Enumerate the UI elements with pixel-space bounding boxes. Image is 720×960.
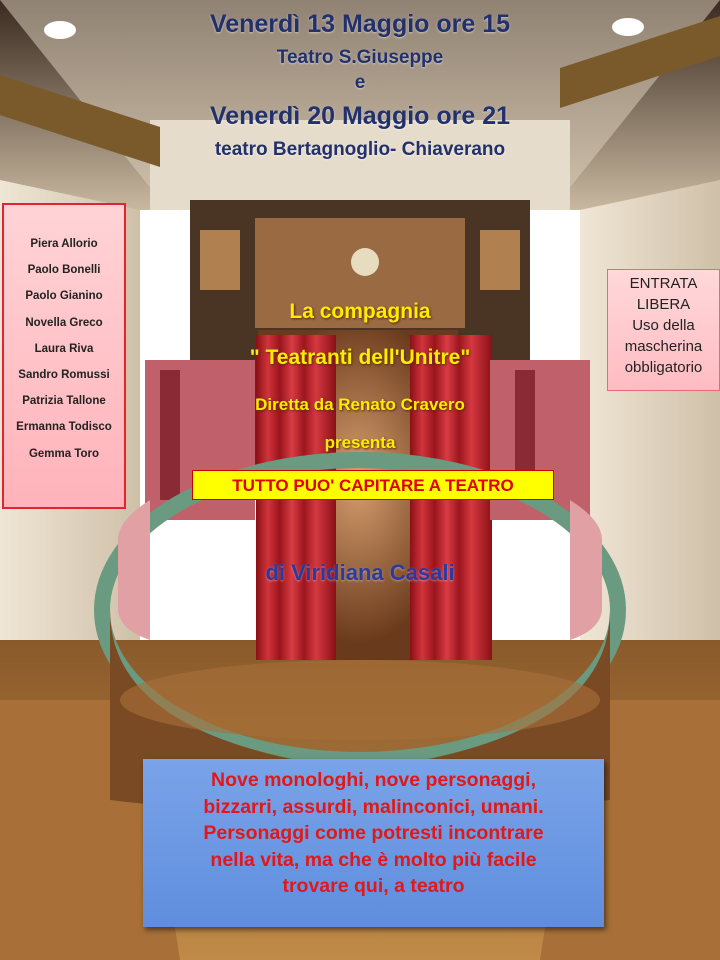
- entry-line: mascherina: [624, 338, 703, 355]
- entry-line: Uso della: [632, 317, 695, 334]
- description-line: trovare qui, a teatro: [282, 875, 465, 897]
- cast-member: Paolo Bonelli: [27, 264, 101, 277]
- date-first: Venerdì 13 Maggio ore 15: [209, 10, 511, 38]
- cast-box: [2, 203, 126, 509]
- director-line: Diretta da Renato Cravero: [255, 395, 465, 414]
- venue-second: teatro Bertagnoglio- Chiaverano: [214, 139, 506, 160]
- cast-member: Piera Allorio: [30, 238, 98, 250]
- cast-member: Novella Greco: [25, 316, 103, 329]
- cast-member: Sandro Romussi: [18, 368, 110, 381]
- description-line: Personaggi come potresti incontrare: [203, 822, 544, 844]
- cast-member: Ermanna Todisco: [16, 421, 112, 434]
- entry-line: ENTRATA: [629, 275, 698, 292]
- company-intro: La compagnia: [289, 300, 431, 323]
- entry-line: LIBERA: [636, 296, 691, 313]
- show-title: TUTTO PUO' CAPITARE A TEATRO: [192, 470, 554, 500]
- company-name: " Teatranti dell'Unitre": [249, 346, 471, 369]
- date-second: Venerdì 20 Maggio ore 21: [209, 102, 511, 130]
- cast-member: Paolo Gianino: [25, 290, 103, 303]
- description-line: Nove monologhi, nove personaggi,: [210, 769, 537, 791]
- cast-member: Gemma Toro: [28, 447, 100, 460]
- description-line: bizzarri, assurdi, malinconici, umani.: [203, 795, 544, 818]
- venue-first: Teatro S.Giuseppe: [276, 47, 444, 68]
- author-line: di Viridiana Casali: [265, 560, 455, 585]
- entry-line: obbligatorio: [624, 359, 703, 376]
- cast-member: Patrizia Tallone: [22, 395, 106, 408]
- description-line: nella vita, ma che è molto più facile: [210, 848, 537, 871]
- presents-line: presenta: [324, 433, 396, 452]
- description-box: [143, 759, 604, 927]
- cast-member: Laura Riva: [34, 342, 94, 355]
- conjunction: e: [354, 72, 366, 93]
- entry-notice-box: [607, 269, 720, 391]
